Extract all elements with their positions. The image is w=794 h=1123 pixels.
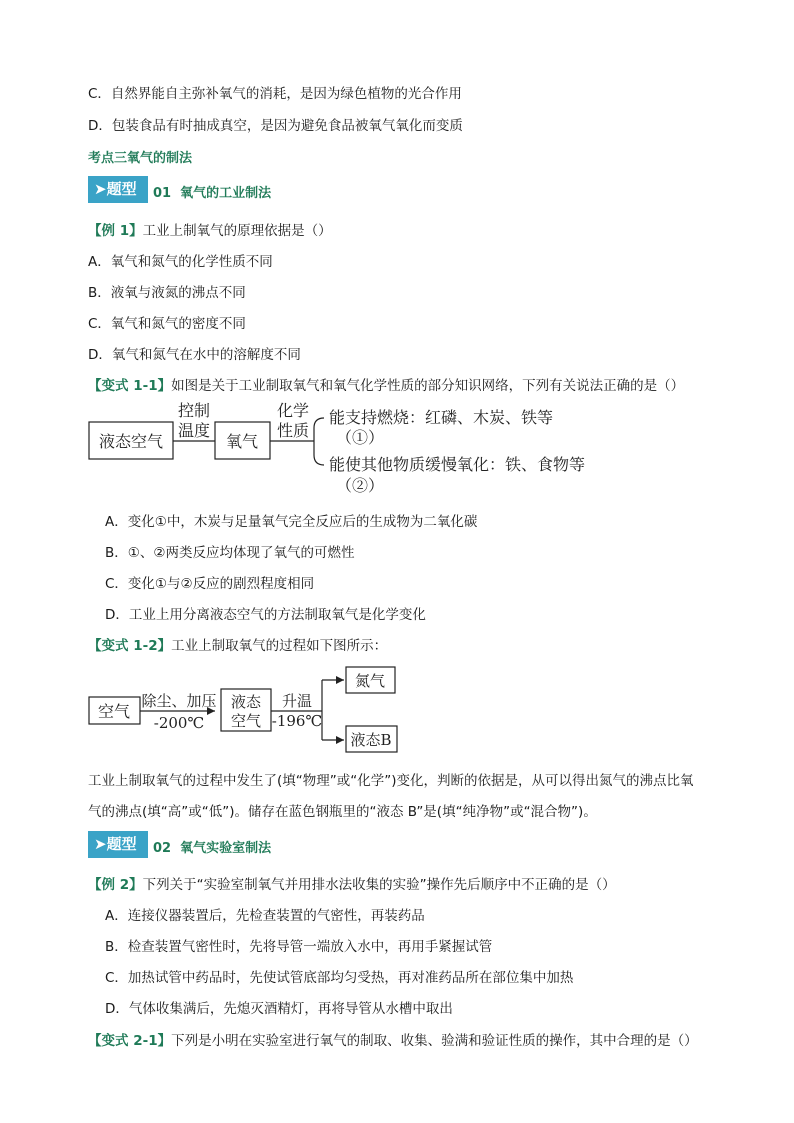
ex1-option-a: A．氧气和氮气的化学性质不同	[88, 254, 273, 270]
box-air-label: 空气	[97, 702, 131, 721]
example-tag: 【例 2】	[88, 877, 143, 893]
variant-tag: 【变式 2-1】	[88, 1033, 172, 1049]
type-badge: ➤题型	[88, 176, 148, 203]
branch-2-text: 能使其他物质缓慢氧化：铁、食物等	[329, 455, 586, 474]
example-2-stem: 【例 2】下列关于“实验室制氧气并用排水法收集的实验”操作先后顺序中不正确的是（）	[88, 877, 616, 893]
type-badge: ➤题型	[88, 831, 148, 858]
condition-top: 控制	[177, 401, 211, 420]
arrow-2-bottom: -196℃	[271, 712, 323, 730]
var11-option-d: D．工业上用分离液态空气的方法制取氧气是化学变化	[105, 607, 426, 623]
option-d: D．包装食品有时抽成真空，是因为避免食品被氧气氧化而变质	[88, 118, 463, 134]
box-oxygen-label: 氧气	[225, 432, 259, 451]
knowledge-network-diagram	[86, 398, 626, 500]
var11-option-b: B．①、②两类反应均体现了氧气的可燃性	[105, 545, 355, 561]
branch-1-text: 能支持燃烧：红磷、木炭、铁等	[329, 408, 554, 427]
brace	[314, 418, 324, 465]
var12-paragraph-line2: 气的沸点(填“高”或“低”)。储存在蓝色钢瓶里的“液态 B”是(填“纯净物”或“混合物”)。	[88, 804, 597, 820]
property-top: 化学	[276, 401, 310, 420]
var12-paragraph-line1: 工业上制取氧气的过程中发生了(填“物理”或“化学”)变化，判断的依据是，从可以得出氮气的沸点比氧	[88, 773, 694, 789]
arrow-2-top: 升温	[281, 692, 313, 710]
box-liquid-air-line2: 空气	[230, 712, 262, 730]
box-liquid-air-label: 液态空气	[98, 432, 164, 451]
arrow-1-bottom: -200℃	[153, 714, 205, 732]
var11-option-a: A．变化①中，木炭与足量氧气完全反应后的生成物为二氧化碳	[105, 514, 478, 530]
branch-1-num: （①）	[336, 428, 385, 447]
ex2-option-d: D．气体收集满后，先熄灭酒精灯，再将导管从水槽中取出	[105, 1001, 453, 1017]
variant-2-1-stem: 【变式 2-1】下列是小明在实验室进行氧气的制取、收集、验满和验证性质的操作，其中合理的是（）	[88, 1033, 698, 1049]
arrow-1-top: 除尘、加压	[141, 692, 217, 710]
ex2-option-c: C．加热试管中药品时，先使试管底部均匀受热，再对准药品所在部位集中加热	[105, 970, 574, 986]
ex1-option-b: B．液氧与液氮的沸点不同	[88, 285, 246, 301]
industrial-oxygen-process-diagram	[86, 660, 416, 760]
branch-2-num: （②）	[336, 476, 385, 495]
ex2-option-a: A．连接仪器装置后，先检查装置的气密性，再装药品	[105, 908, 425, 924]
type-title: 02 氧气实验室制法	[153, 841, 272, 856]
variant-1-1-stem: 【变式 1-1】如图是关于工业制取氧气和氧气化学性质的部分知识网络，下列有关说法正确的是（）	[88, 378, 685, 394]
example-tag: 【例 1】	[88, 223, 143, 239]
arrow-down-head	[336, 736, 344, 744]
arrow-up-head	[336, 676, 344, 684]
variant-tag: 【变式 1-1】	[88, 378, 172, 394]
condition-bottom: 温度	[177, 421, 211, 440]
ex2-option-b: B．检查装置气密性时，先将导管一端放入水中，再用手紧握试管	[105, 939, 493, 955]
box-liquid-air-line1: 液态	[230, 693, 262, 711]
type-title: 01 氧气的工业制法	[153, 186, 272, 201]
ex1-option-c: C．氧气和氮气的密度不同	[88, 316, 246, 332]
variant-1-2-stem: 【变式 1-2】工业上制取氧气的过程如下图所示：	[88, 638, 388, 654]
example-1-stem: 【例 1】工业上制氧气的原理依据是（）	[88, 223, 332, 239]
box-nitrogen-label: 氮气	[354, 672, 386, 690]
variant-tag: 【变式 1-2】	[88, 638, 172, 654]
ex1-option-d: D．氧气和氮气在水中的溶解度不同	[88, 347, 301, 363]
section-title: 考点三氧气的制法	[88, 151, 193, 166]
box-liquid-b-label: 液态B	[350, 731, 392, 749]
option-c: C．自然界能自主弥补氧气的消耗，是因为绿色植物的光合作用	[88, 86, 462, 102]
var11-option-c: C．变化①与②反应的剧烈程度相同	[105, 576, 315, 592]
property-bottom: 性质	[276, 421, 310, 440]
